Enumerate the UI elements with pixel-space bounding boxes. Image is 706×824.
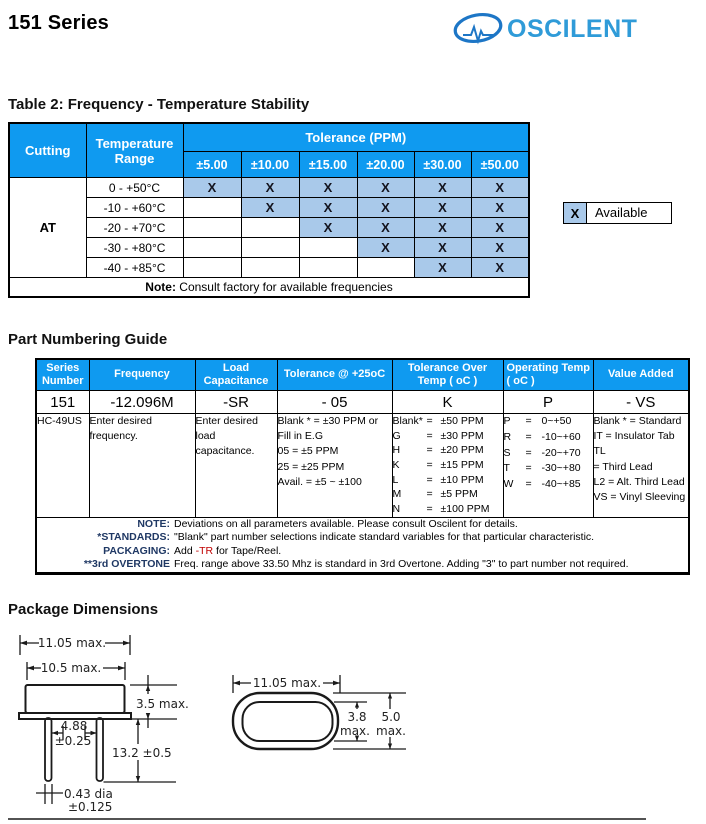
availability-cell: X: [241, 178, 299, 198]
pn-detail-row: [36, 414, 689, 518]
crystal-body: [26, 685, 125, 713]
availability-cell: X: [471, 198, 529, 218]
col-header-temperature-range: Temperature Range: [86, 123, 183, 178]
pn-header-tolerance25: Tolerance @ +25oC: [277, 359, 392, 391]
dim-outer-height-label: 5.0: [381, 710, 401, 724]
example-load: -SR: [195, 391, 277, 414]
dim-lead-dia-tol-label: ±0.125: [68, 800, 113, 814]
cutting-value: AT: [9, 178, 86, 278]
availability-cell: X: [357, 198, 414, 218]
table-header-row: [36, 359, 689, 391]
dim-inner-max-label: max.: [340, 724, 370, 738]
pn-example-row: [36, 391, 689, 414]
tolerance-header: ±15.00: [299, 152, 357, 178]
availability-cell: [299, 258, 357, 278]
dim-lead-dia-label: 0.43 dia: [64, 787, 113, 801]
table-row: [9, 258, 529, 278]
availability-cell: X: [357, 238, 414, 258]
availability-cell: [357, 258, 414, 278]
detail-operating-temp: P = 0~+50 R = -10~+60 S = -20~+70 T = -30~+80 W = -40~+85: [503, 414, 593, 518]
side-view-drawing: [19, 635, 189, 814]
note-line: *STANDARDS: "Blank" part number selections indicate standard variables for that particular characteristic.: [97, 531, 595, 544]
availability-cell: X: [471, 178, 529, 198]
dim-lead-length-label: 13.2 ±0.5: [112, 746, 172, 760]
dim-top-width-label: 11.05 max.: [252, 676, 322, 690]
example-tolerance: - 05: [277, 391, 392, 414]
availability-cell: [183, 238, 241, 258]
lead-right: [97, 718, 104, 781]
availability-cell: [183, 258, 241, 278]
oscilent-logo-icon: [452, 10, 504, 48]
pn-header-load: Load Capacitance: [195, 359, 277, 391]
tape-reel-code: -TR: [195, 544, 214, 557]
detail-value-added: Blank * = Standard IT = Insulator Tab TL = Third Lead L2 = Alt. Third Lead VS = Vinyl Sleeving: [593, 414, 689, 518]
example-value-added: - VS: [593, 391, 689, 414]
dim-body-width-label: 10.5 max.: [40, 661, 102, 675]
col-header-cutting: Cutting: [9, 123, 86, 178]
availability-cell: [183, 218, 241, 238]
pn-header-tolerance-over-temp: Tolerance Over Temp ( oC ): [392, 359, 503, 391]
logo-text: OSCILENT: [507, 14, 638, 43]
availability-cell: [241, 258, 299, 278]
table-row: [9, 178, 529, 198]
lead-left: [45, 718, 52, 781]
part-numbering-table: [35, 358, 690, 575]
tolerance-header: ±5.00: [183, 152, 241, 178]
temp-range-cell: 0 - +50°C: [86, 178, 183, 198]
table-row: [9, 198, 529, 218]
table-row: [9, 218, 529, 238]
part-numbering-heading: Part Numbering Guide: [8, 331, 168, 348]
pn-header-operating-temp: Operating Temp ( oC ): [503, 359, 593, 391]
detail-series: HC-49US: [36, 414, 89, 518]
dim-lead-spacing-label: 4.88: [60, 719, 88, 733]
detail-load: Enter desired load capacitance.: [195, 414, 277, 518]
package-dimension-drawings: [0, 618, 706, 824]
pn-header-series: Series Number: [36, 359, 89, 391]
availability-cell: [241, 218, 299, 238]
temp-range-cell: -30 - +80°C: [86, 238, 183, 258]
tolerance-header: ±20.00: [357, 152, 414, 178]
availability-cell: X: [299, 218, 357, 238]
availability-cell: X: [357, 178, 414, 198]
tolerance-header: ±10.00: [241, 152, 299, 178]
pn-header-value-added: Value Added: [593, 359, 689, 391]
availability-cell: X: [414, 198, 471, 218]
table2-heading: Table 2: Frequency - Temperature Stability: [8, 96, 310, 113]
pn-notes-block: [36, 517, 689, 573]
temp-range-cell: -40 - +85°C: [86, 258, 183, 278]
note-line: **3rd OVERTONE Freq. range above 33.50 Mhz is standard in 3rd Overtone. Adding "3" to part number not required.: [83, 558, 629, 571]
availability-cell: X: [414, 218, 471, 238]
frequency-temperature-stability-table: [8, 122, 530, 298]
dim-outer-max-label: max.: [376, 724, 406, 738]
availability-cell: X: [471, 258, 529, 278]
availability-cell: [183, 198, 241, 218]
temp-range-cell: -20 - +70°C: [86, 218, 183, 238]
availability-cell: X: [471, 238, 529, 258]
table2-note-text: Consult factory for available frequencies: [175, 280, 393, 294]
example-otemp: P: [503, 391, 593, 414]
dim-inner-height-label: 3.8: [347, 710, 367, 724]
table-row: [9, 238, 529, 258]
availability-cell: X: [241, 198, 299, 218]
package-dimensions-heading: Package Dimensions: [8, 601, 159, 618]
availability-cell: [241, 238, 299, 258]
detail-tolerance25: Blank * = ±30 PPM or Fill in E.G 05 = ±5 PPM 25 = ±25 PPM Avail. = ±5 ~ ±100: [277, 414, 392, 518]
availability-cell: X: [471, 218, 529, 238]
legend-symbol: X: [563, 202, 587, 224]
availability-cell: X: [414, 238, 471, 258]
note-line: PACKAGING: Add -TR for Tape/Reel.: [103, 544, 282, 557]
top-view-drawing: [233, 675, 406, 749]
detail-tolerance-over-temp: Blank* = ±50 PPM G = ±30 PPM H = ±20 PPM K = ±15 PPM L = ±10 PPM M = ±5 PPM N = ±100 PPM: [392, 414, 503, 518]
tolerance-header: ±30.00: [414, 152, 471, 178]
table2-note: [9, 278, 529, 298]
availability-legend: [563, 202, 672, 224]
page-title: 151 Series: [8, 12, 109, 34]
dim-base-width-label: 11.05 max.: [37, 636, 107, 650]
availability-cell: X: [414, 258, 471, 278]
dim-height-label: 3.5 max.: [136, 697, 189, 711]
temp-range-cell: -10 - +60°C: [86, 198, 183, 218]
example-series: 151: [36, 391, 89, 414]
note-line: NOTE: Deviations on all parameters available. Please consult Oscilent for details.: [137, 517, 518, 530]
example-frequency: -12.096M: [89, 391, 195, 414]
package-outline-inner: [243, 702, 333, 741]
availability-cell: [299, 238, 357, 258]
dim-lead-spacing-tol-label: ±0.25: [54, 734, 92, 748]
availability-cell: X: [299, 198, 357, 218]
availability-cell: X: [299, 178, 357, 198]
availability-cell: X: [414, 178, 471, 198]
availability-cell: X: [357, 218, 414, 238]
tolerance-header: ±50.00: [471, 152, 529, 178]
pn-header-frequency: Frequency: [89, 359, 195, 391]
legend-label: Available: [587, 202, 672, 224]
detail-frequency: Enter desired frequency.: [89, 414, 195, 518]
example-tot: K: [392, 391, 503, 414]
company-logo: [452, 10, 637, 48]
col-header-tolerance-ppm: Tolerance (PPM): [183, 123, 529, 152]
table2-note-label: Note:: [145, 280, 176, 294]
availability-cell: X: [183, 178, 241, 198]
